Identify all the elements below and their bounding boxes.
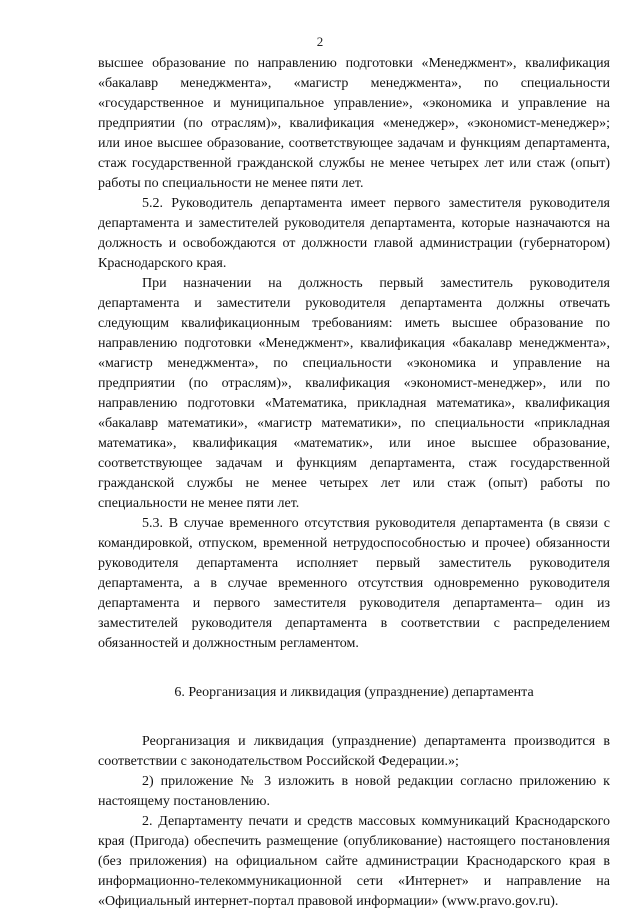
paragraph-publication: 2. Департаменту печати и средств массовых коммуникаций Краснодарского края (Пригода) обеспечить размещение (опубликование) настоящего постановления (без приложения) на официальном сайте администрации Краснодарского края в информационно-телекоммуникационной сети «Интернет» и направление на «Официальный интернет-портал правовой информации» (www.pravo.gov.ru). [98, 814, 610, 909]
paragraph-5-3: 5.3. В случае временного отсутствия руководителя департамента (в связи с командировкой, отпуском, временной нетрудоспособностью и прочее) обязанности руководителя департамента исполняет первый заместитель руководителя департамента, а в случае временного отсутствия одновременно руководителя департамента и первого заместителя руководителя департамента– один из заместителей руководителя департамента в соответствии с распределением обязанностей и должностным регламентом. [98, 516, 610, 651]
paragraph-5-2: 5.2. Руководитель департамента имеет первого заместителя руководителя департамента и заместителей руководителя департамента, которые назначаются на должность и освобождаются от должности главой администрации (губернатором) Краснодарского края. [98, 196, 610, 271]
section-heading: 6. Реорганизация и ликвидация (упразднение) департамента [174, 685, 534, 700]
paragraph-reorganization: Реорганизация и ликвидация (упразднение) департамента производится в соответствии с законодательством Российской Федерации.»; [98, 734, 610, 769]
paragraph-education-requirements: высшее образование по направлению подготовки «Менеджмент», квалификация «бакалавр менеджмента», «магистр менеджмента», по специальности «государственное и муниципальное управление», «экономика и управление на предприятии (по отраслям)», квалификация «менеджер», «экономист-менеджер»; или иное высшее образование, соответствующее задачам и функциям департамента, стаж государственной гражданской службы не менее четырех лет или стаж (опыт) работы по специальности не менее пяти лет. [98, 56, 610, 191]
page-number: 2 [316, 34, 324, 49]
document-body [98, 54, 610, 912]
paragraph-appendix-3: 2) приложение № 3 изложить в новой редакции согласно приложению к настоящему постановлению. [98, 774, 610, 809]
paragraph-deputy-requirements: При назначении на должность первый заместитель руководителя департамента и заместители руководителя департамента должны отвечать следующим квалификационным требованиям: иметь высшее образование по направлению подготовки «Менеджмент», квалификация «бакалавр менеджмента», «магистр менеджмента», по специальности «экономика и управление на предприятии (по отраслям)», квалификация «экономист-менеджер», или по направлению подготовки «Математика, прикладная математика», квалификация «бакалавр математики», «магистр математики», по специальности «прикладная математика», квалификация «математик», или иное высшее образование, соответствующее задачам и функциям департамента, стаж государственной гражданской службы не менее четырех лет или стаж (опыт) работы по специальности не менее пяти лет. [98, 276, 610, 511]
